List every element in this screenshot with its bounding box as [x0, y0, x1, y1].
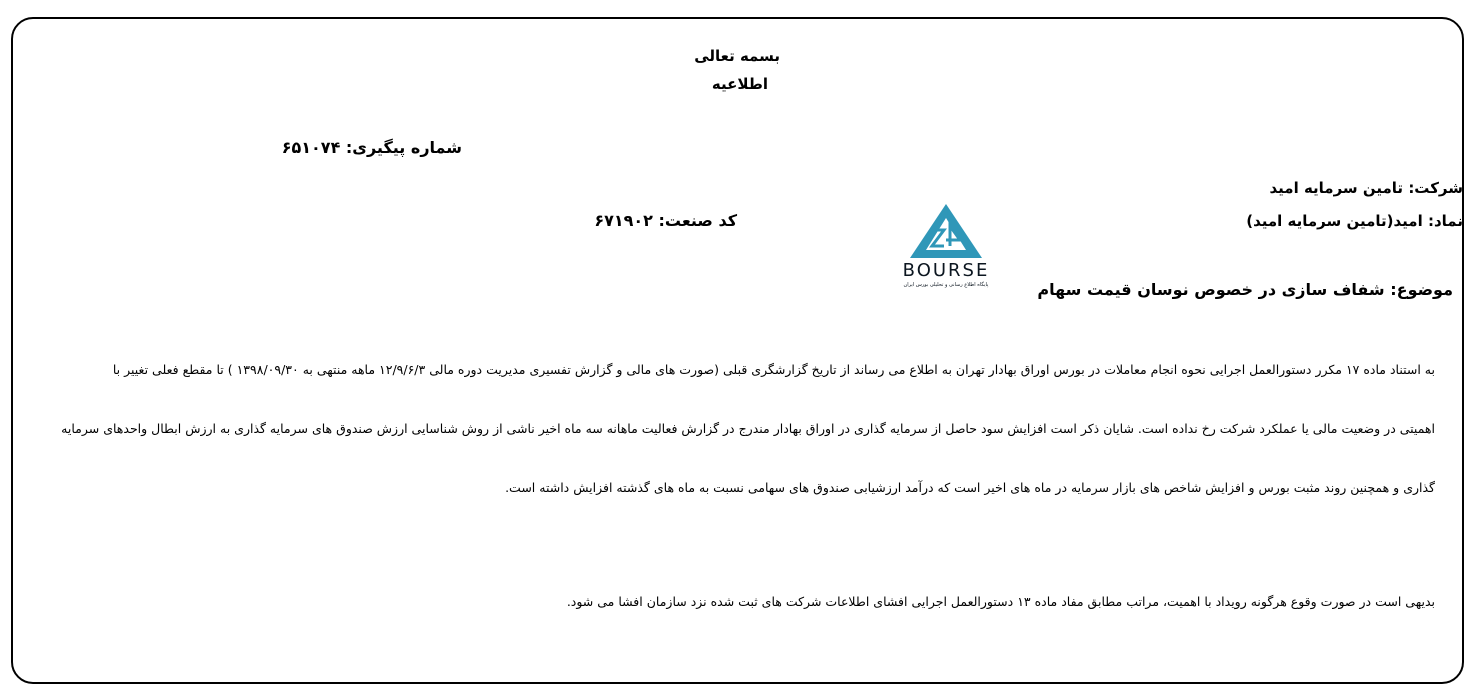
body-line-3: گذاری و همچنین روند مثبت بورس و افزایش شاخص های بازار سرمایه در ماه های اخیر است که درآمد ارزشیابی صندوق های سهامی نسبت به ماه های گذشته افزایش داشته است.: [505, 480, 1435, 495]
announcement-title: اطلاعیه: [711, 75, 769, 93]
bourse-logo-subtitle: پایگاه اطلاع رسانی و تحلیلی بورس ایران: [903, 282, 989, 288]
tracking-value: ۶۵۱۰۷۴: [281, 138, 341, 157]
company-label: شرکت:: [1408, 179, 1463, 197]
symbol-label: نماد:: [1427, 212, 1463, 230]
tracking-label: شماره پیگیری:: [345, 138, 462, 157]
body-line-1: به استناد ماده ۱۷ مکرر دستورالعمل اجرایی نحوه انجام معاملات در بورس اوراق بهادار تهران به اطلاع می رساند از تاریخ گزارشگری قبلی (صورت های مالی و گزارش تفسیری مدیریت دوره مالی ۱۲/۹/۶/۳ ماهه منتهی به ۱۳۹۸/۰۹/۳۰ ) تا مقطع فعلی تغییر با: [112, 362, 1435, 377]
document-frame: [11, 17, 1464, 684]
industry-code-row: [594, 211, 737, 230]
industry-code-label: کد صنعت:: [658, 211, 737, 230]
subject-value: شفاف سازی در خصوص نوسان قیمت سهام: [1037, 280, 1385, 299]
bourse-logo-icon: [888, 200, 1004, 262]
company-value: تامین سرمایه امید: [1269, 179, 1404, 197]
bourse-logo-word: BOURSE: [902, 260, 990, 281]
subject-row: [1037, 280, 1453, 299]
body-line-4: بدیهی است در صورت وقوع هرگونه رویداد با اهمیت، مراتب مطابق مفاد ماده ۱۳ دستورالعمل اجرایی افشای اطلاعات شرکت های ثبت شده نزد سازمان افشا می شود.: [566, 594, 1435, 609]
tracking-number: [282, 138, 462, 157]
symbol-row: [1246, 212, 1463, 230]
bourse-logo: [888, 200, 1004, 296]
body-line-2: اهمیتی در وضعیت مالی یا عملکرد شرکت رخ نداده است. شایان ذکر است افزایش سود حاصل از سرمایه گذاری در اوراق بهادار مندرج در گزارش فعالیت ماهانه سه ماه اخیر ناشی از روش شناسایی ارزش صندوق های سرمایه گذاری به ارزش ابطال واحدهای سرمایه: [61, 421, 1435, 436]
subject-label: موضوع:: [1390, 280, 1453, 299]
symbol-value: امید(تامین سرمایه امید): [1246, 212, 1423, 230]
company-row: [1270, 179, 1464, 197]
industry-code-value: ۶۷۱۹۰۲: [594, 211, 653, 230]
bismillah-heading: بسمه تعالی: [694, 47, 780, 65]
